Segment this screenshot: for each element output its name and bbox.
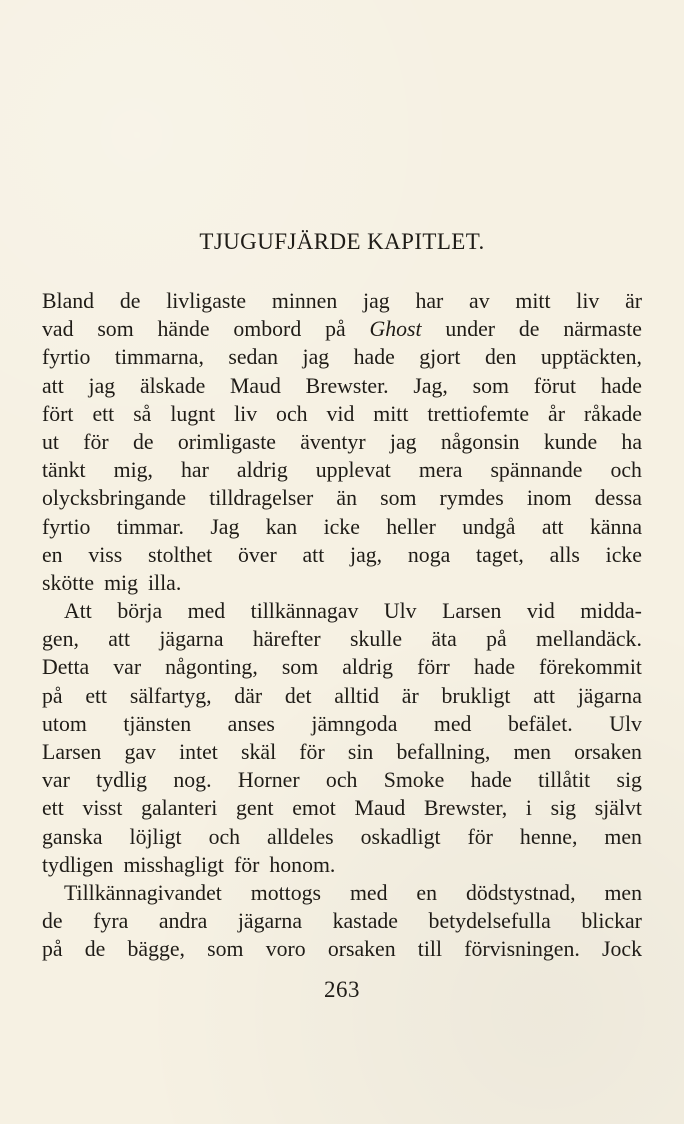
- word: är: [401, 683, 419, 708]
- word: var: [113, 655, 142, 680]
- word: för: [299, 740, 325, 764]
- word: gav: [124, 740, 156, 764]
- word: förr: [417, 655, 450, 680]
- word: men: [604, 880, 642, 905]
- word: hade: [473, 655, 515, 680]
- word: lugnt: [170, 401, 216, 426]
- word: att: [302, 542, 325, 567]
- text-line-2: [42, 315, 642, 343]
- word: börja: [117, 599, 163, 624]
- word: timmar.: [116, 514, 184, 539]
- word: intet: [179, 740, 218, 764]
- word: med: [349, 880, 388, 905]
- word: en: [42, 542, 63, 567]
- page-number: 263: [324, 977, 360, 1002]
- word: voro: [265, 937, 306, 962]
- word: år: [548, 401, 565, 426]
- text-line-19: [42, 794, 642, 822]
- word: kan: [265, 514, 298, 539]
- word: andra: [158, 909, 208, 934]
- word: Larsen: [42, 740, 102, 764]
- text-line-4: [42, 372, 642, 400]
- word: midda-: [580, 599, 642, 624]
- word: alltid: [334, 683, 380, 708]
- word: än: [336, 486, 357, 511]
- word: skäl: [241, 740, 277, 764]
- word: med: [187, 599, 226, 624]
- text-line-8: [42, 484, 642, 512]
- word: blickar: [581, 909, 642, 934]
- word: dessa: [594, 486, 642, 511]
- text-line-24: [42, 935, 642, 963]
- word: för: [83, 429, 109, 454]
- word: utom: [42, 711, 87, 736]
- word: närmaste: [563, 317, 642, 342]
- ship-name: Ghost: [369, 317, 422, 342]
- word: har: [181, 458, 209, 483]
- word: någonsin: [440, 429, 520, 454]
- word: ett: [85, 683, 108, 708]
- word: spännande: [490, 458, 583, 483]
- word: alldeles: [267, 824, 334, 849]
- word: noga: [407, 542, 451, 567]
- word: Detta: [42, 655, 90, 680]
- word: fört: [42, 401, 74, 426]
- word: är: [625, 289, 642, 313]
- text-line-9: [42, 513, 642, 541]
- word: upplevat: [315, 458, 391, 483]
- word: tilldragelser: [209, 486, 314, 511]
- word: honom.: [269, 852, 336, 877]
- word: kastade: [332, 909, 398, 934]
- word: jag: [88, 373, 116, 398]
- word: jag: [389, 429, 417, 454]
- word: de: [42, 909, 63, 934]
- word: råkade: [583, 401, 642, 426]
- word: livligaste: [166, 289, 247, 313]
- word: jag: [363, 289, 390, 313]
- word: liv: [234, 401, 258, 426]
- text-line-1: [42, 287, 642, 315]
- word: jägarna: [159, 627, 224, 652]
- word: upptäckten,: [540, 345, 642, 370]
- word: förekommit: [539, 655, 642, 680]
- word: skulle: [349, 627, 403, 652]
- word: så: [133, 401, 152, 426]
- word: stolthet: [148, 542, 213, 567]
- word: självt: [594, 796, 642, 821]
- word: ha: [621, 429, 642, 454]
- word: Ulv: [609, 711, 642, 736]
- word: Horner: [237, 768, 300, 793]
- word: men: [513, 740, 551, 764]
- word: vid: [526, 599, 555, 624]
- word: Tillkännagivandet: [64, 880, 222, 905]
- word: illa.: [148, 570, 182, 595]
- word: att: [42, 373, 64, 398]
- word: bägge,: [127, 937, 185, 962]
- word: förut: [533, 373, 577, 398]
- word: aldrig: [342, 655, 394, 680]
- text-line-23: [42, 907, 642, 935]
- word: jag,: [350, 542, 383, 567]
- word: mitt: [515, 289, 551, 313]
- word: timmarna,: [114, 345, 204, 370]
- word: kunde: [543, 429, 598, 454]
- word: mig,: [113, 458, 153, 483]
- text-line-12: [42, 597, 642, 625]
- text-line-15: [42, 682, 642, 710]
- word: orsaken: [327, 937, 396, 962]
- word: misshagligt: [123, 852, 224, 877]
- word: Smoke: [383, 768, 445, 793]
- word: Jag,: [413, 373, 448, 398]
- word: någonting,: [165, 655, 258, 680]
- word: nog.: [173, 768, 212, 793]
- word: de: [132, 429, 154, 454]
- word: till: [417, 937, 443, 962]
- word: men: [604, 824, 642, 849]
- word: och: [208, 824, 241, 849]
- word: hade: [353, 345, 395, 370]
- word: som: [472, 373, 509, 398]
- word: rymdes: [439, 486, 504, 511]
- text-line-13: [42, 625, 642, 653]
- word: mitt: [373, 401, 409, 426]
- word: inom: [526, 486, 572, 511]
- word: som: [97, 317, 134, 342]
- word: oskadligt: [360, 824, 441, 849]
- text-line-3: [42, 343, 642, 371]
- word: skötte: [42, 570, 95, 595]
- word: ett: [92, 401, 115, 426]
- word: vad: [42, 317, 74, 342]
- text-line-10: [42, 541, 642, 569]
- word: som: [207, 937, 244, 962]
- word: brukligt: [441, 683, 511, 708]
- text-line-14: [42, 653, 642, 681]
- word: sälfartyg,: [129, 683, 212, 708]
- word: älskade: [139, 373, 206, 398]
- word: med: [433, 711, 472, 736]
- text-line-7: [42, 456, 642, 484]
- word: de: [119, 289, 141, 313]
- word: orimligaste: [177, 429, 276, 454]
- word: och: [276, 401, 308, 426]
- word: tänkt: [42, 458, 86, 483]
- word: Brewster,: [423, 796, 508, 821]
- word: fyra: [93, 909, 129, 934]
- word: jägarna: [237, 909, 302, 934]
- word: av: [469, 289, 490, 313]
- word: de: [518, 317, 540, 342]
- text-line-17: [42, 738, 642, 766]
- word: Jag: [210, 514, 240, 539]
- body-text: [42, 287, 642, 964]
- word: över: [237, 542, 277, 567]
- word: trettiofemte: [427, 401, 530, 426]
- word: henne,: [519, 824, 578, 849]
- word: mellandäck.: [535, 627, 642, 652]
- word: tjänsten: [123, 711, 192, 736]
- text-line-20: [42, 823, 642, 851]
- word: minnen: [271, 289, 338, 313]
- word: mottogs: [250, 880, 322, 905]
- word: sedan: [228, 345, 279, 370]
- word: härefter: [252, 627, 321, 652]
- word: och: [610, 458, 642, 483]
- word: sin: [347, 740, 374, 764]
- word: betydelsefulla: [428, 909, 551, 934]
- word: heller: [386, 514, 436, 539]
- word: som: [380, 486, 417, 511]
- word: emot: [292, 796, 336, 821]
- word: på: [325, 317, 346, 342]
- word: liv: [576, 289, 600, 313]
- word: där: [234, 683, 263, 708]
- word: jämngoda: [311, 711, 398, 736]
- word: vid: [326, 401, 355, 426]
- word: icke: [605, 542, 642, 567]
- word: dödstystnad,: [465, 880, 576, 905]
- word: att: [533, 683, 556, 708]
- word: fyrtio: [42, 345, 91, 370]
- word: i: [525, 796, 532, 821]
- word: och: [325, 768, 358, 793]
- word: den: [484, 345, 517, 370]
- word: hade: [470, 768, 512, 793]
- word: olycksbringande: [42, 486, 187, 511]
- word: viss: [88, 542, 123, 567]
- word: Att: [64, 599, 92, 624]
- word: var: [42, 768, 70, 793]
- word: äventyr: [300, 429, 366, 454]
- word: hände: [157, 317, 210, 342]
- word: gent: [236, 796, 274, 821]
- word: gjort: [419, 345, 461, 370]
- chapter-title: TJUGUFJÄRDE KAPITLET.: [199, 229, 485, 254]
- word: på: [42, 937, 63, 962]
- word: taget,: [476, 542, 524, 567]
- word: Jock: [602, 937, 642, 962]
- word: de: [84, 937, 106, 962]
- word: gen,: [42, 627, 79, 652]
- word: ut: [42, 429, 59, 454]
- word: förvisningen.: [464, 937, 580, 962]
- word: ganska: [42, 824, 103, 849]
- word: visst: [82, 796, 123, 821]
- word: galanteri: [141, 796, 218, 821]
- word: sig: [550, 796, 577, 821]
- word: Brewster.: [305, 373, 389, 398]
- text-line-18: [42, 766, 642, 794]
- word: på: [486, 627, 507, 652]
- text-line-6: [42, 428, 642, 456]
- word: ett: [42, 796, 64, 821]
- word: jägarna: [577, 683, 642, 708]
- text-line-5: [42, 400, 642, 428]
- word: har: [415, 289, 444, 313]
- word: mig: [104, 570, 138, 595]
- word: som: [281, 655, 319, 680]
- word: undgå: [462, 514, 516, 539]
- word: Maud: [354, 796, 406, 821]
- word: sig: [616, 768, 642, 793]
- word: känna: [589, 514, 642, 539]
- word: Bland: [42, 289, 95, 313]
- word: på: [42, 683, 63, 708]
- word: anses: [227, 711, 275, 736]
- word: det: [284, 683, 312, 708]
- word: tydligen: [42, 852, 114, 877]
- word: fyrtio: [42, 514, 91, 539]
- word: för: [467, 824, 493, 849]
- word: mera: [418, 458, 463, 483]
- word: hade: [600, 373, 642, 398]
- word: för: [233, 852, 260, 877]
- text-line-22: [42, 879, 642, 907]
- word: tillkännagav: [250, 599, 359, 624]
- word: alls: [549, 542, 580, 567]
- word: ombord: [233, 317, 302, 342]
- word: jag: [302, 345, 330, 370]
- word: en: [416, 880, 437, 905]
- word: befallning,: [396, 740, 491, 764]
- word: under: [445, 317, 496, 342]
- word: Ulv: [383, 599, 417, 624]
- word: att: [108, 627, 131, 652]
- word: att: [541, 514, 564, 539]
- text-line-21: [42, 851, 642, 879]
- word: Larsen: [442, 599, 502, 624]
- word: befälet.: [507, 711, 573, 736]
- word: tillåtit: [538, 768, 591, 793]
- word: äta: [431, 627, 457, 652]
- word: aldrig: [236, 458, 288, 483]
- word: tydlig: [96, 768, 148, 793]
- word: icke: [323, 514, 360, 539]
- word: orsaken: [574, 740, 642, 764]
- text-line-16: [42, 710, 642, 738]
- word: Maud: [230, 373, 281, 398]
- word: löjligt: [129, 824, 182, 849]
- text-line-11: [42, 569, 642, 597]
